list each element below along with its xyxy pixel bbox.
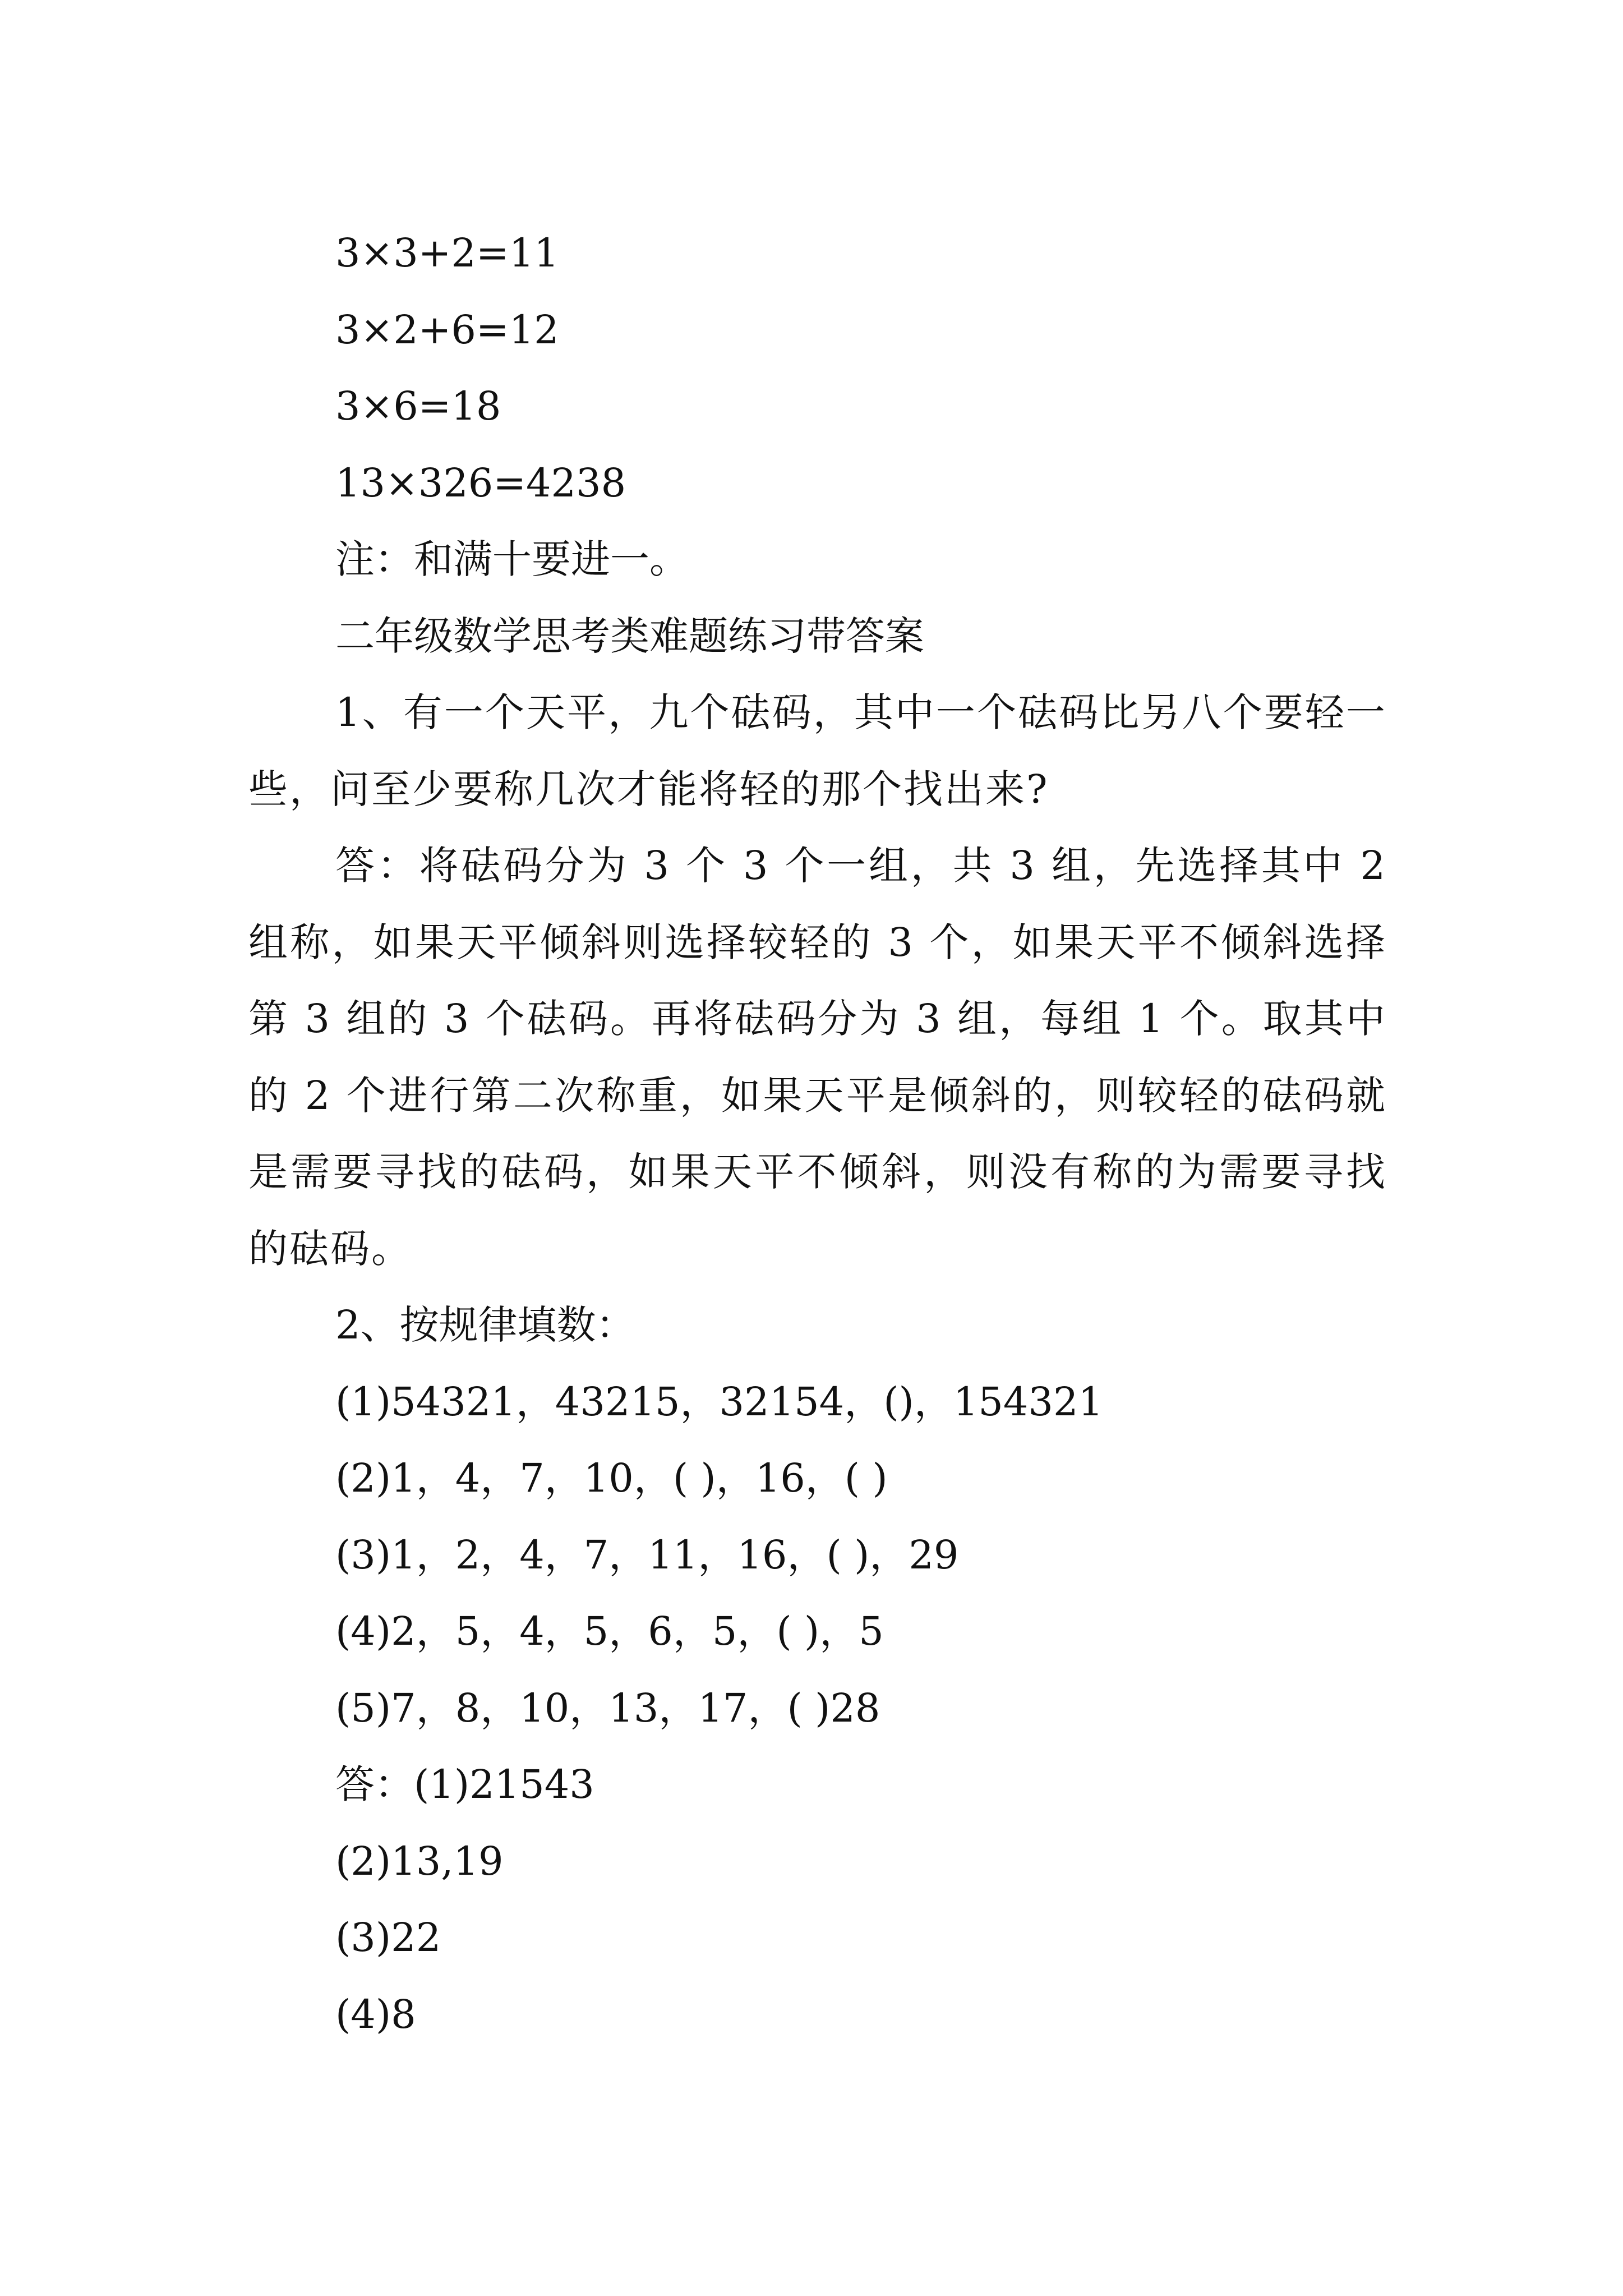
equation-line: 13×326=4238 bbox=[335, 459, 626, 506]
sequence-item: (4)2，5，4，5，6，5，( )，5 bbox=[335, 1608, 884, 1654]
answer-line: (4)8 bbox=[335, 1991, 416, 2037]
sequence-item: (5)7，8，10，13，17，( )28 bbox=[335, 1685, 880, 1731]
equation-line: 3×3+2=11 bbox=[335, 230, 559, 276]
equation-line: 3×2+6=12 bbox=[335, 306, 559, 353]
answer-line: (3)22 bbox=[335, 1915, 441, 1961]
question-1: 1、有一个天平，九个砝码，其中一个砝码比另八个要轻一些，问至少要称几次才能将轻的那个找出来? bbox=[248, 689, 1387, 812]
equation-line: 3×6=18 bbox=[335, 383, 501, 429]
note-line: 注：和满十要进一。 bbox=[335, 536, 689, 582]
sequence-item: (3)1，2，4，7，11，16，( )，29 bbox=[335, 1531, 959, 1578]
answer-line: (2)13,19 bbox=[335, 1838, 504, 1884]
question-2-heading: 2、按规律填数： bbox=[335, 1302, 635, 1348]
answer-line: 答：(1)21543 bbox=[335, 1761, 594, 1807]
document-body bbox=[248, 215, 1387, 2053]
sequence-item: (2)1，4，7，10，( )，16，( ) bbox=[335, 1455, 888, 1501]
sequence-item: (1)54321，43215，32154，()，154321 bbox=[335, 1378, 1104, 1425]
section-heading: 二年级数学思考类难题练习带答案 bbox=[335, 613, 924, 659]
answer-1: 答：将砝码分为 3 个 3 个一组，共 3 组，先选择其中 2 组称，如果天平倾斜则选择较轻的 3 个，如果天平不倾斜选择第 3 组的 3 个砝码。再将砝码分为 3 组，每组 1 个。取其中的 2 个进行第二次称重，如果天平是倾斜的，则较轻的砝码就是需要寻找的砝码，如果天平不倾斜，则没有称的为需要寻找的砝码。 bbox=[248, 843, 1387, 1272]
